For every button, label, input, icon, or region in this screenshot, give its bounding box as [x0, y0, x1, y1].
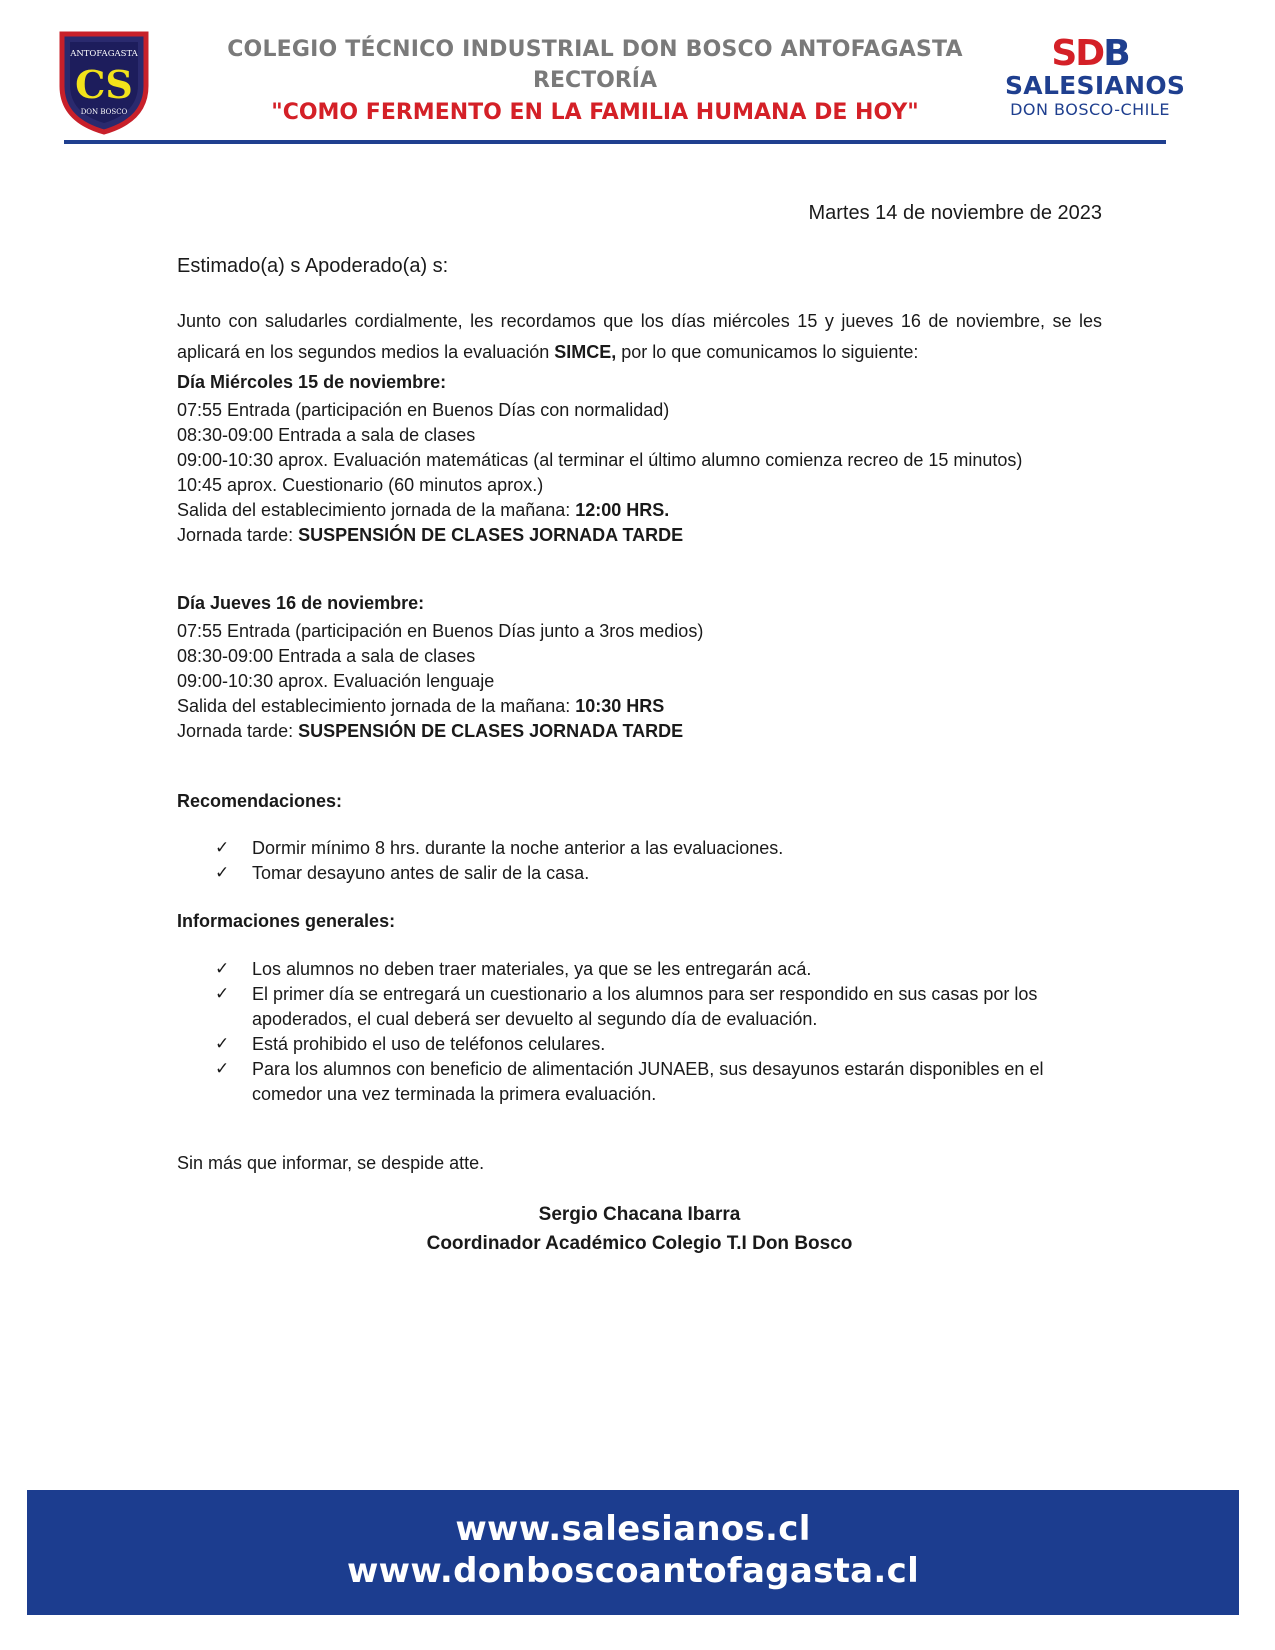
check-icon: ✓ [215, 863, 230, 883]
schedule-line: 10:45 aprox. Cuestionario (60 minutos aprox.) [177, 475, 544, 495]
exit-line: Salida del establecimiento jornada de la mañana: 10:30 HRS [177, 696, 665, 716]
afternoon-line: Jornada tarde: SUSPENSIÓN DE CLASES JORNADA TARDE [177, 525, 684, 545]
recommendations-list [215, 836, 1095, 886]
department-name: RECTORÍA [533, 68, 657, 93]
footer-banner [27, 1490, 1239, 1615]
day2-schedule [177, 591, 1102, 744]
signature-title: Coordinador Académico Colegio T.I Don Bosco [426, 1233, 853, 1254]
list-item: ✓ Está prohibido el uso de teléfonos celulares. [215, 1032, 1095, 1057]
footer-url-salesianos[interactable]: www.salesianos.cl [455, 1509, 811, 1549]
footer-url-donbosco[interactable]: www.donboscoantofagasta.cl [346, 1551, 920, 1591]
schedule-line: 09:00-10:30 aprox. Evaluación lenguaje [177, 671, 495, 691]
check-icon: ✓ [215, 984, 230, 1004]
sdb-mark: SDB [1051, 33, 1129, 74]
list-item: ✓ Tomar desayuno antes de salir de la casa. [215, 861, 1095, 886]
general-info-title: Informaciones generales: [177, 911, 396, 931]
schedule-line: 09:00-10:30 aprox. Evaluación matemáticas (al terminar el último alumno comienza recreo de 15 minutos) [177, 450, 1023, 470]
list-item: ✓ El primer día se entregará un cuestionario a los alumnos para ser respondido en sus casas por los apoderados, el cual deberá ser devuelto al segundo día de evaluación. [215, 984, 1038, 1029]
school-motto: "COMO FERMENTO EN LA FAMILIA HUMANA DE HOY" [271, 100, 919, 125]
closing-line: Sin más que informar, se despide atte. [177, 1153, 485, 1173]
simce-label: SIMCE, [554, 342, 617, 362]
signature-block [177, 1200, 1102, 1258]
day2-title: Día Jueves 16 de noviembre: [177, 593, 425, 613]
list-item: ✓ Dormir mínimo 8 hrs. durante la noche anterior a las evaluaciones. [215, 836, 1095, 861]
schedule-line: 07:55 Entrada (participación en Buenos Días con normalidad) [177, 400, 670, 420]
check-icon: ✓ [215, 838, 230, 858]
recommendations-title: Recomendaciones: [177, 791, 343, 811]
intro-paragraph: Junto con saludarles cordialmente, les recordamos que los días miércoles 15 y jueves 16 de noviembre, se les aplicará en los segundos medios la evaluación SIMCE, por lo que comunicamos lo siguiente: [177, 311, 1102, 362]
school-name: COLEGIO TÉCNICO INDUSTRIAL DON BOSCO ANTOFAGASTA [227, 37, 963, 62]
school-crest-logo [58, 28, 150, 136]
crest-top-text: ANTOFAGASTA [70, 49, 138, 59]
letter-date: Martes 14 de noviembre de 2023 [808, 202, 1102, 224]
sdb-name: SALESIANOS [1005, 71, 1186, 100]
sdb-subtitle: DON BOSCO-CHILE [1010, 100, 1170, 119]
schedule-line: 08:30-09:00 Entrada a sala de clases [177, 646, 476, 666]
list-item: ✓ Los alumnos no deben traer materiales, ya que se les entregarán acá. [215, 957, 1095, 982]
schedule-line: 08:30-09:00 Entrada a sala de clases [177, 425, 476, 445]
day1-title: Día Miércoles 15 de noviembre: [177, 372, 447, 392]
salesianos-logo [1005, 33, 1186, 120]
check-icon: ✓ [215, 1034, 230, 1054]
check-icon: ✓ [215, 959, 230, 979]
schedule-line: 07:55 Entrada (participación en Buenos Días junto a 3ros medios) [177, 621, 704, 641]
list-item: ✓ Para los alumnos con beneficio de alimentación JUNAEB, sus desayunos estarán disponibles en el comedor una vez terminada la primera evaluación. [215, 1059, 1044, 1104]
check-icon: ✓ [215, 1059, 230, 1079]
crest-monogram: CS [75, 62, 133, 107]
day1-schedule [177, 370, 1102, 548]
general-info-list [215, 957, 1095, 1107]
afternoon-line: Jornada tarde: SUSPENSIÓN DE CLASES JORNADA TARDE [177, 721, 684, 741]
crest-bottom-text: DON BOSCO [80, 108, 128, 116]
letterhead [165, 34, 1025, 129]
letter-greeting: Estimado(a) s Apoderado(a) s: [177, 255, 449, 277]
exit-line: Salida del establecimiento jornada de la mañana: 12:00 HRS. [177, 500, 670, 520]
signature-name: Sergio Chacana Ibarra [538, 1204, 741, 1225]
header-divider [64, 140, 1166, 144]
